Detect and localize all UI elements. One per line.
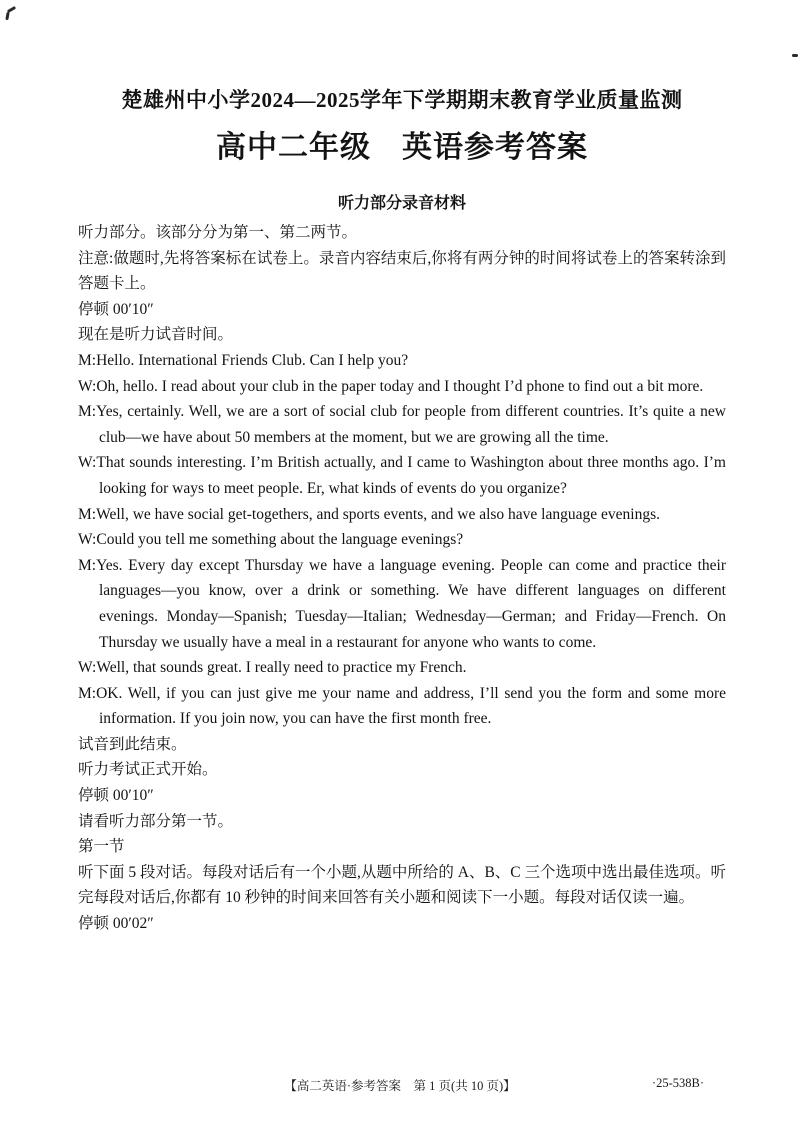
- page-footer: [0, 1076, 800, 1094]
- dialogue-line: M:Hello. International Friends Club. Can I help you?: [78, 351, 409, 369]
- dialogue-line: W:Could you tell me something about the language evenings?: [78, 531, 464, 549]
- paragraph: 听下面 5 段对话。每段对话后有一个小题,从题中所给的 A、B、C 三个选项中选出最佳选项。听完每段对话后,你都有 10 秒钟的时间来回答有关小题和阅读下一小题。每段对话仅读一遍。: [78, 863, 726, 907]
- pause-marker: 停顿 00′02″: [78, 915, 154, 933]
- dialogue-line: W:That sounds interesting. I’m British actually, and I came to Washington about three months ago. I’m looking for ways to meet people. Er, what kinds of events do you organize?: [78, 454, 726, 497]
- dialogue-line: M:Well, we have social get-togethers, and sports events, and we also have language evenings.: [78, 505, 660, 523]
- paragraph: 注意:做题时,先将答案标在试卷上。录音内容结束后,你将有两分钟的时间将试卷上的答案转涂到答题卡上。: [78, 249, 726, 293]
- scan-artifact: [792, 54, 798, 57]
- dialogue-line: M:Yes, certainly. Well, we are a sort of social club for people from different countries. It’s quite a new club—we have about 50 members at the moment, but we are growing all the time.: [78, 403, 726, 446]
- pause-marker: 停顿 00′10″: [78, 787, 154, 805]
- paragraph: 听力考试正式开始。: [78, 761, 218, 779]
- footer-paper-code: ·25-538B·: [651, 1076, 704, 1090]
- page-content: [78, 0, 726, 937]
- footer-page-info: 【高二英语·参考答案 第 1 页(共 10 页)】: [284, 1079, 516, 1093]
- dialogue-line: M:OK. Well, if you can just give me your name and address, I’ll send you the form and some more information. If you join now, you can have the first month free.: [78, 684, 726, 728]
- dialogue-line: W:Oh, hello. I read about your club in the paper today and I thought I’d phone to find out a bit more.: [78, 377, 704, 395]
- paragraph: 试音到此结束。: [78, 735, 187, 753]
- section-heading: 听力部分录音材料: [337, 195, 466, 212]
- scan-artifact: [5, 12, 9, 20]
- document-title: 楚雄州中小学2024—2025学年下学期期末教育学业质量监测: [121, 88, 683, 112]
- dialogue-line: W:Well, that sounds great. I really need to practice my French.: [78, 659, 467, 677]
- paragraph: 听力部分。该部分分为第一、第二两节。: [78, 224, 358, 241]
- paragraph: 现在是听力试音时间。: [78, 326, 234, 344]
- transcript-body: [78, 220, 726, 937]
- dialogue-line: M:Yes. Every day except Thursday we have a language evening. People can come and practice their languages—you know, over a drink or something. We have different languages on different evenings. Monday—Spanish; Tuesday—Italian; Wednesday—German; and Friday—French. On Thursday we usually have a meal in a restaurant for anyone who wants to come.: [78, 556, 726, 651]
- section-label: 第一节: [78, 838, 125, 856]
- pause-marker: 停顿 00′10″: [78, 300, 154, 318]
- paragraph: 请看听力部分第一节。: [78, 812, 234, 830]
- document-subtitle: 高中二年级 英语参考答案: [216, 131, 588, 164]
